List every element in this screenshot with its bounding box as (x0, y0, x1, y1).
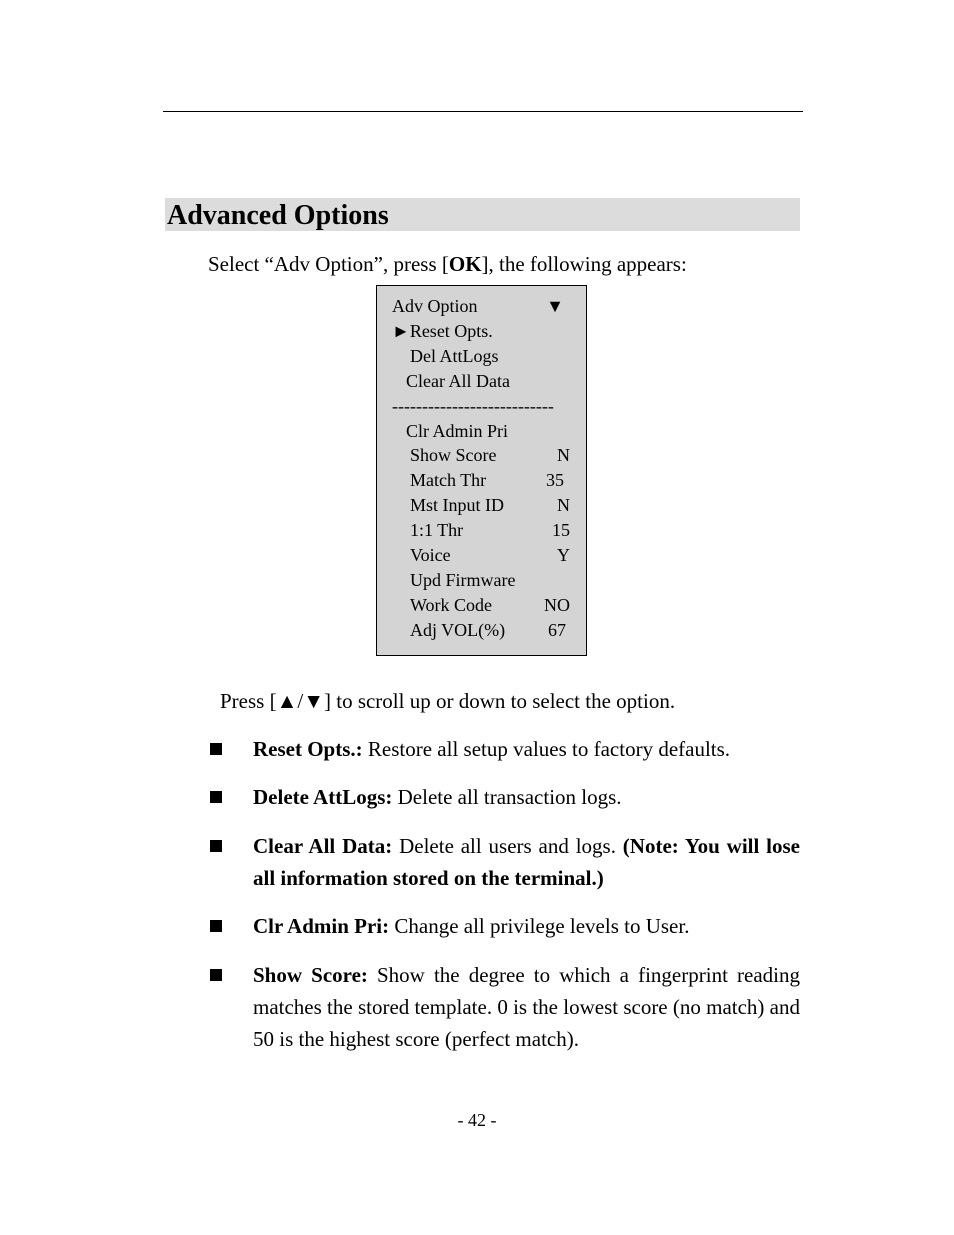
menu-item-label: Adj VOL(%) (410, 620, 506, 640)
menu-item-value: N (557, 445, 570, 465)
intro-paragraph (208, 250, 687, 278)
square-bullet-icon (210, 791, 222, 803)
bullet-description: Restore all setup values to factory defaults. (362, 737, 731, 761)
square-bullet-icon (210, 743, 222, 755)
menu-item-label: Match Thr (410, 470, 487, 490)
bullet-description: Delete all users and logs. (392, 834, 623, 858)
menu-item-value: Y (557, 545, 570, 565)
menu-item-label: Clr Admin Pri (406, 421, 509, 441)
menu-item-clear-all-data[interactable] (377, 369, 586, 394)
menu-item-voice[interactable] (377, 543, 586, 568)
bullet-term: Reset Opts.: (253, 737, 363, 761)
menu-item-reset-opts[interactable] (377, 319, 586, 344)
screen-title: Adv Option (392, 296, 478, 316)
menu-item-value: 67 (548, 620, 566, 640)
bullet-description: Change all privilege levels to User. (389, 914, 690, 938)
menu-item-label: Upd Firmware (410, 570, 516, 590)
menu-item-label: Show Score (410, 445, 497, 465)
bullet-term: Clear All Data: (253, 834, 393, 858)
section-header (165, 198, 800, 231)
bullet-term: Delete AttLogs: (253, 785, 393, 809)
page-number: - 42 - (457, 1110, 497, 1130)
square-bullet-icon (210, 969, 222, 981)
scroll-down-icon: ▼ (546, 296, 564, 316)
section-title: Advanced Options (167, 200, 389, 231)
menu-item-clr-admin-pri[interactable] (377, 419, 586, 444)
menu-item-label: ►Reset Opts. (392, 321, 493, 341)
menu-item-value: 15 (552, 520, 570, 540)
menu-item-label: Voice (410, 545, 451, 565)
menu-item-label: 1:1 Thr (410, 520, 464, 540)
menu-item-upd-firmware[interactable] (377, 568, 586, 593)
bullet-description: Delete all transaction logs. (392, 785, 622, 809)
menu-item-mst-input-id[interactable] (377, 493, 586, 518)
bullet-text (253, 959, 800, 1055)
menu-item-show-score[interactable] (377, 443, 586, 468)
device-screen-menu (376, 285, 587, 656)
bullet-text (253, 733, 800, 765)
square-bullet-icon (210, 840, 222, 852)
header-rule (163, 111, 803, 112)
menu-item-1-1-thr[interactable] (377, 518, 586, 543)
menu-item-del-attlogs[interactable] (377, 344, 586, 369)
intro-text-before: Select “Adv Option”, press [ (208, 252, 449, 276)
menu-item-adj-vol[interactable] (377, 618, 586, 643)
menu-divider (377, 394, 586, 419)
screen-title-row (377, 294, 586, 319)
menu-item-value: 35 (546, 470, 564, 490)
bullet-text (253, 781, 800, 813)
square-bullet-icon (210, 920, 222, 932)
bullet-term: Show Score: (253, 963, 368, 987)
bullet-description: Show the degree to which a fingerprint reading matches the stored template. 0 is the lowest score (no match) and 50 is the highest score (perfect match). (253, 963, 800, 1051)
menu-item-match-thr[interactable] (377, 468, 586, 493)
menu-item-value: NO (544, 595, 570, 615)
bullet-text (253, 910, 800, 942)
bullet-term: Clr Admin Pri: (253, 914, 390, 938)
ok-key: OK (448, 252, 482, 276)
intro-text-after: ], the following appears: (481, 252, 687, 276)
scroll-instruction: Press [▲/▼] to scroll up or down to select the option. (220, 689, 676, 713)
menu-item-label: Mst Input ID (410, 495, 504, 515)
divider-dashes: --------------------------- (392, 396, 554, 416)
menu-item-label: Del AttLogs (410, 346, 499, 366)
bullet-text (253, 830, 800, 894)
bullet-note: (Note: You will lose all information stored on the terminal.) (253, 834, 800, 890)
menu-item-value: N (557, 495, 570, 515)
menu-item-label: Clear All Data (406, 371, 510, 391)
menu-item-work-code[interactable] (377, 593, 586, 618)
menu-item-label: Work Code (410, 595, 493, 615)
